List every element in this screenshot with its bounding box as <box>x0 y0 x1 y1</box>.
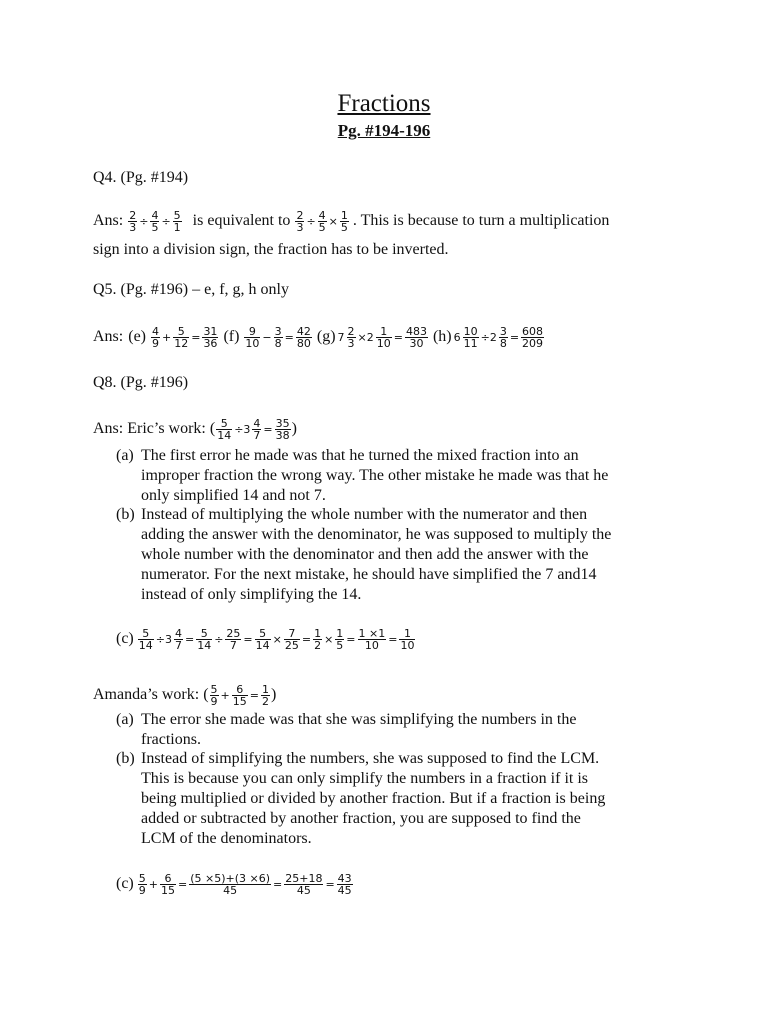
q4-mid-text: is equivalent to <box>192 212 291 229</box>
text-line: being multiplied or divided by another fraction. But if a fraction is being <box>141 790 606 807</box>
eric-item-c <box>116 622 416 656</box>
amanda-item-a-marker: (a) <box>116 711 134 728</box>
fraction-denominator: 45 <box>337 883 352 897</box>
fraction-denominator: 14 <box>138 638 153 652</box>
eric-close-paren: ) <box>291 420 297 437</box>
math-operator: ÷2 <box>480 330 497 344</box>
fraction-numerator: (5 ×5)+(3 ×6) <box>190 871 271 885</box>
math-operator: ÷3 <box>234 422 251 436</box>
q5-answer-line <box>93 320 545 354</box>
amanda-item-b-marker: (b) <box>116 750 135 767</box>
math-operator: × <box>272 632 282 646</box>
page-title: Fractions <box>337 90 431 117</box>
fraction-denominator: 8 <box>274 336 282 350</box>
fraction-numerator: 9 <box>244 326 260 338</box>
fraction <box>274 326 283 349</box>
fraction-numerator: 6 <box>232 684 248 696</box>
fraction <box>399 628 415 651</box>
fraction-denominator: 7 <box>229 638 237 652</box>
fraction-denominator: 10 <box>364 638 379 652</box>
fraction-denominator: 2 <box>261 694 269 708</box>
fraction-numerator: 4 <box>253 416 261 430</box>
fraction-numerator: 25+18 <box>285 871 323 885</box>
fraction-numerator: 5 <box>210 682 218 696</box>
q5-f-label: (f) <box>223 328 240 345</box>
fraction-denominator: 10 <box>245 336 260 350</box>
eric-item-c-expression <box>137 628 417 651</box>
math-operator: ÷3 <box>155 632 172 646</box>
fraction-denominator: 9 <box>138 883 146 897</box>
fraction-numerator: 6 <box>160 873 176 885</box>
fraction-denominator: 45 <box>296 883 311 897</box>
math-operator: = <box>509 330 520 344</box>
eric-item-b-text <box>141 505 681 605</box>
fraction-numerator: 5 <box>216 418 232 430</box>
fraction-denominator: 5 <box>340 220 348 234</box>
fraction <box>296 326 312 349</box>
fraction-numerator: 35 <box>275 416 290 430</box>
fraction-denominator: 30 <box>409 336 424 350</box>
q5-g-label: (g) <box>316 328 336 345</box>
math-operator: + <box>162 330 172 344</box>
fraction <box>318 210 327 233</box>
fraction-numerator: 1 <box>261 682 269 696</box>
amanda-item-a-text <box>141 710 681 750</box>
math-operator: = <box>191 330 201 344</box>
math-operator: + <box>148 877 158 891</box>
fraction-denominator: 9 <box>152 336 159 350</box>
fraction-denominator: 14 <box>197 638 212 652</box>
eric-item-b-marker: (b) <box>116 506 135 523</box>
q5-h-expression <box>453 326 545 349</box>
math-operator: = <box>249 688 259 702</box>
fraction-numerator: 2 <box>296 208 304 222</box>
fraction-numerator: 4 <box>174 626 182 640</box>
q4-heading: Q4. (Pg. #194) <box>93 169 189 186</box>
text-line: Instead of multiplying the whole number with the numerator and then <box>141 506 588 523</box>
fraction-numerator: 1 <box>340 208 348 222</box>
fraction <box>202 326 218 349</box>
fraction <box>275 418 291 441</box>
eric-item-c-marker: (c) <box>116 630 134 647</box>
fraction <box>376 326 392 349</box>
fraction-numerator: 3 <box>274 324 282 338</box>
fraction <box>150 210 159 233</box>
fraction-denominator: 9 <box>210 694 218 708</box>
fraction-numerator: 7 <box>284 628 300 640</box>
math-operator: = <box>273 877 283 891</box>
fraction-numerator: 1 <box>399 628 415 640</box>
fraction <box>196 628 212 651</box>
q4-after-text: . This is because to turn a multiplication <box>352 212 610 229</box>
text-line: improper fraction the wrong way. The other mistake he made was that he <box>141 467 609 484</box>
math-operator: ×2 <box>357 330 374 344</box>
fraction-denominator: 25 <box>284 638 299 652</box>
fraction-numerator: 25 <box>226 626 241 640</box>
math-operator: = <box>393 330 403 344</box>
fraction <box>284 873 323 896</box>
fraction-denominator: 15 <box>160 883 175 897</box>
fraction-denominator: 80 <box>296 336 311 350</box>
math-operator: = <box>177 877 188 891</box>
fraction <box>225 628 241 651</box>
q8-heading: Q8. (Pg. #196) <box>93 374 189 391</box>
fraction-denominator: 5 <box>336 638 344 652</box>
fraction-denominator: 12 <box>174 336 189 350</box>
fraction <box>347 326 356 349</box>
math-operator: = <box>263 422 273 436</box>
fraction-numerator: 608 <box>522 324 544 338</box>
q5-heading: Q5. (Pg. #196) – e, f, g, h only <box>93 281 289 298</box>
amanda-item-c-expression <box>137 873 354 896</box>
fraction-numerator: 4 <box>318 208 326 222</box>
math-operator: = <box>388 632 398 646</box>
text-line: only simplified 14 and not 7. <box>141 487 326 504</box>
fraction <box>335 628 344 651</box>
fraction-denominator: 209 <box>522 336 544 350</box>
fraction <box>284 628 300 651</box>
text-line: numerator. For the next mistake, he should have simplified the 7 and14 <box>141 566 597 583</box>
q5-f-expression <box>243 326 312 349</box>
q5-ans-label: Ans: <box>93 328 124 345</box>
fraction-numerator: 483 <box>405 324 427 338</box>
fraction-numerator: 1 <box>376 326 392 338</box>
fraction <box>173 210 182 233</box>
math-operator: = <box>301 632 312 646</box>
fraction-denominator: 36 <box>203 336 218 350</box>
q5-e-expression <box>150 326 219 349</box>
fraction-numerator: 10 <box>463 324 478 338</box>
eric-work-expression <box>215 418 291 441</box>
fraction-numerator: 1 ×1 <box>358 626 386 640</box>
amanda-item-b-text <box>141 749 681 849</box>
fraction-numerator: 1 <box>336 626 344 640</box>
math-operator: 7 <box>337 330 345 344</box>
q4-answer-line <box>93 206 609 236</box>
q5-e-label: (e) <box>128 328 146 345</box>
q5-h-label: (h) <box>432 328 452 345</box>
amanda-work-expression <box>209 684 271 707</box>
text-line: adding the answer with the denominator, he was supposed to multiply the <box>141 526 612 543</box>
page-subtitle: Pg. #194-196 <box>337 121 431 140</box>
fraction-denominator: 7 <box>174 638 182 652</box>
fraction-denominator: 45 <box>223 883 238 897</box>
eric-item-a-marker: (a) <box>116 447 134 464</box>
eric-item-a-text <box>141 446 681 506</box>
text-line: whole number with the denominator and then add the answer with the <box>141 546 589 563</box>
fraction <box>295 210 304 233</box>
fraction <box>358 628 387 651</box>
fraction-numerator: 5 <box>255 628 271 640</box>
fraction <box>232 684 248 707</box>
fraction-numerator: 5 <box>173 326 189 338</box>
fraction-numerator: 31 <box>203 324 218 338</box>
amanda-work-line <box>93 678 276 712</box>
fraction <box>174 628 183 651</box>
amanda-work-label: Amanda’s work: ( <box>93 686 209 703</box>
fraction-numerator: 5 <box>173 208 181 222</box>
fraction <box>252 418 261 441</box>
fraction <box>337 873 353 896</box>
fraction <box>128 210 137 233</box>
math-operator: ÷ <box>306 214 316 228</box>
fraction <box>138 628 154 651</box>
text-line: instead of only simplifying the 14. <box>141 586 362 603</box>
fraction-denominator: 3 <box>129 220 137 234</box>
fraction <box>313 628 322 651</box>
amanda-item-c <box>116 866 354 902</box>
fraction-denominator: 11 <box>463 336 478 350</box>
fraction-denominator: 14 <box>255 638 270 652</box>
fraction-numerator: 1 <box>314 626 322 640</box>
q4-rhs-expression <box>294 210 349 233</box>
fraction-denominator: 2 <box>314 638 322 652</box>
math-operator: × <box>324 632 334 646</box>
fraction <box>216 418 232 441</box>
fraction-numerator: 2 <box>347 324 355 338</box>
eric-work-label: Ans: Eric’s work: ( <box>93 420 216 437</box>
math-operator: + <box>220 688 230 702</box>
fraction-numerator: 4 <box>152 324 159 338</box>
fraction-denominator: 10 <box>376 336 391 350</box>
fraction-numerator: 3 <box>499 324 507 338</box>
fraction <box>499 326 508 349</box>
math-operator: = <box>325 877 335 891</box>
amanda-close-paren: ) <box>270 686 277 703</box>
text-line: This is because you can only simplify the numbers in a fraction if it is <box>141 770 589 787</box>
fraction-numerator: 42 <box>296 324 311 338</box>
math-operator: = <box>243 632 253 646</box>
fraction <box>173 326 189 349</box>
fraction <box>244 326 260 349</box>
text-line: The first error he made was that he turned the mixed fraction into an <box>141 447 579 464</box>
fraction-denominator: 10 <box>400 638 415 652</box>
q4-line2: sign into a division sign, the fraction has to be inverted. <box>93 241 449 258</box>
fraction <box>405 326 428 349</box>
math-operator: × <box>328 214 338 228</box>
math-operator: = <box>184 632 195 646</box>
fraction <box>151 326 160 349</box>
fraction-denominator: 8 <box>499 336 507 350</box>
q4-ans-label: Ans: <box>93 212 124 229</box>
fraction-numerator: 5 <box>138 871 146 885</box>
text-line: The error she made was that she was simplifying the numbers in the <box>141 711 577 728</box>
fraction <box>160 873 176 896</box>
fraction-denominator: 5 <box>318 220 326 234</box>
fraction-numerator: 5 <box>138 628 154 640</box>
fraction-denominator: 3 <box>296 220 304 234</box>
fraction-numerator: 2 <box>129 208 137 222</box>
fraction-denominator: 5 <box>151 220 159 234</box>
fraction-numerator: 4 <box>151 208 159 222</box>
fraction <box>340 210 349 233</box>
fraction <box>463 326 479 349</box>
math-operator: ÷ <box>214 632 224 646</box>
fraction-denominator: 14 <box>217 428 232 442</box>
math-operator: 6 <box>453 330 461 344</box>
math-operator: ÷ <box>139 214 149 228</box>
math-operator: = <box>284 330 294 344</box>
fraction <box>255 628 271 651</box>
fraction <box>138 873 147 896</box>
fraction <box>261 684 270 707</box>
q4-lhs-expression <box>127 210 182 233</box>
fraction-numerator: 5 <box>196 628 212 640</box>
eric-work-line <box>93 412 297 446</box>
text-line: Instead of simplifying the numbers, she was supposed to find the LCM. <box>141 750 600 767</box>
text-line: added or subtracted by another fraction, you are supposed to find the <box>141 810 581 827</box>
fraction <box>521 326 544 349</box>
math-operator: ÷ <box>161 214 171 228</box>
q5-g-expression <box>337 326 429 349</box>
amanda-item-c-marker: (c) <box>116 875 134 892</box>
text-line: LCM of the denominators. <box>141 830 312 847</box>
fraction <box>210 684 219 707</box>
fraction <box>189 873 271 896</box>
fraction-denominator: 1 <box>173 220 181 234</box>
fraction-denominator: 7 <box>253 428 261 442</box>
fraction-denominator: 3 <box>347 336 355 350</box>
math-operator: = <box>346 632 356 646</box>
text-line: fractions. <box>141 731 201 748</box>
fraction-denominator: 38 <box>275 428 290 442</box>
fraction-denominator: 15 <box>232 694 247 708</box>
math-operator: − <box>262 330 272 344</box>
fraction-numerator: 43 <box>337 871 352 885</box>
